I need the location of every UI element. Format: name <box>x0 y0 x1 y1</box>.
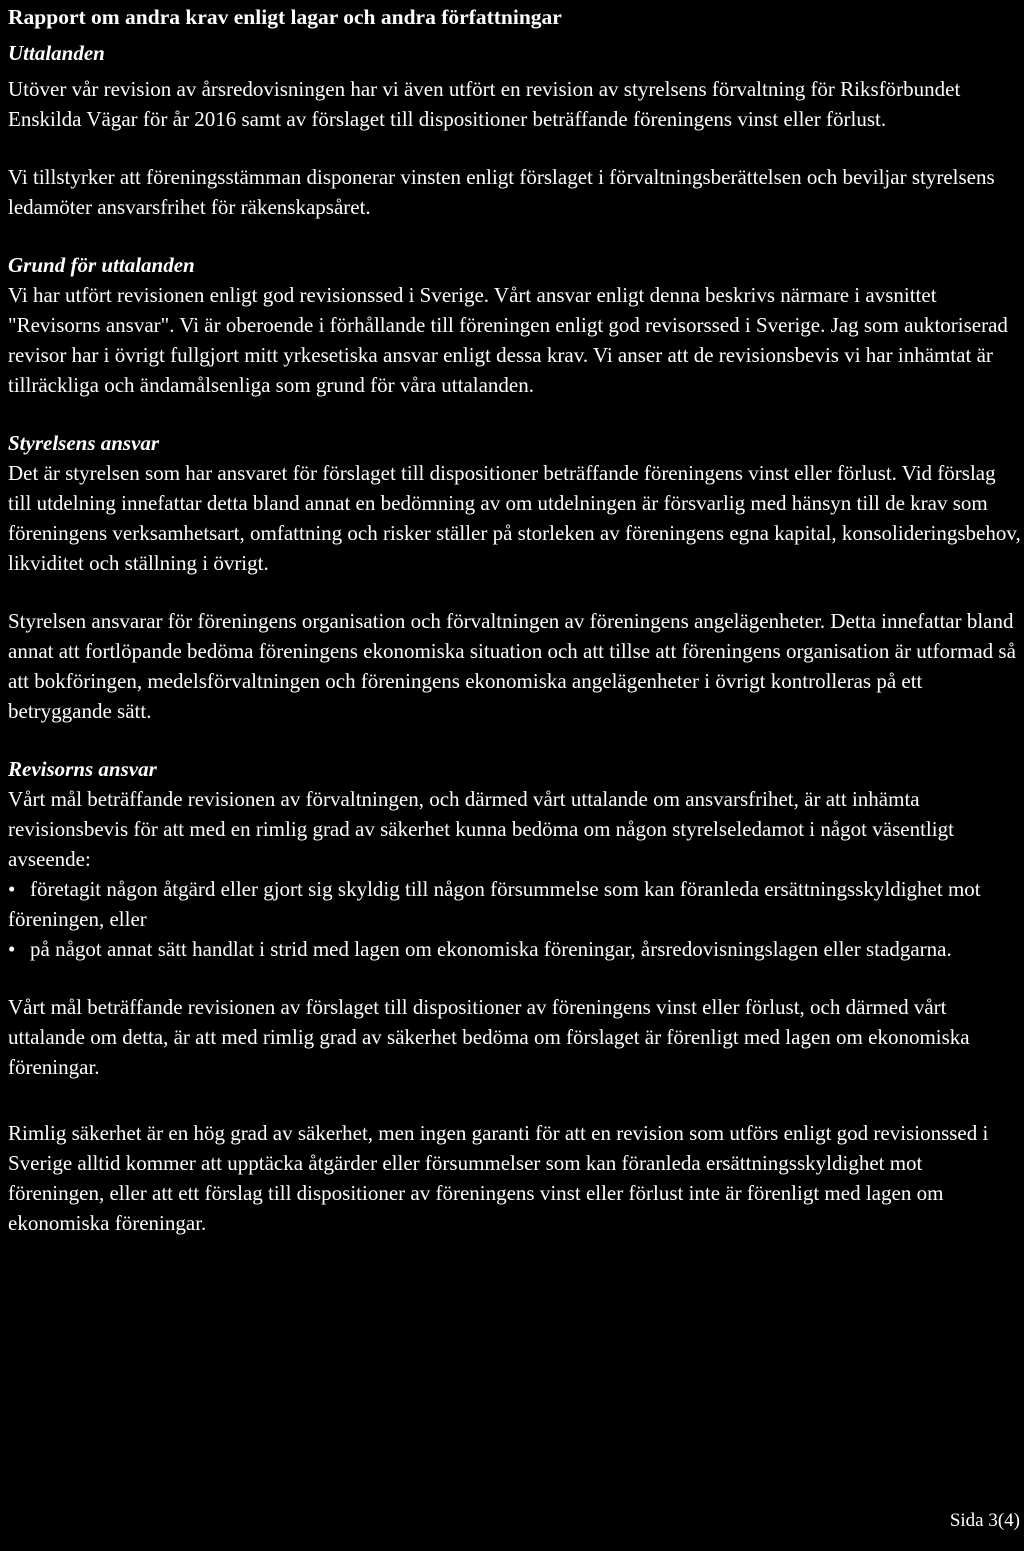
bullet-item <box>8 934 1022 964</box>
document-page <box>8 2 1022 1238</box>
bullet-item <box>8 874 1022 934</box>
paragraph: Vårt mål beträffande revisionen av förslaget till dispositioner av föreningens vinst eller förlust, och därmed vårt uttalande om detta, är att med rimlig grad av säkerhet bedöma om förslaget är förenligt med lagen om ekonomiska föreningar. <box>8 995 970 1079</box>
paragraph: Vårt mål beträffande revisionen av förvaltningen, och därmed vårt uttalande om ansvarsfrihet, är att inhämta revisionsbevis för att med en rimlig grad av säkerhet kunna bedöma om någon styrelseledamot i något väsentligt avseende: <box>8 787 954 871</box>
section-heading-uttalanden: Uttalanden <box>8 41 105 65</box>
paragraph: Det är styrelsen som har ansvaret för förslaget till dispositioner beträffande föreningens vinst eller förlust. Vid förslag till utdelning innefattar detta bland annat en bedömning av om utdelningen är försvarlig med hänsyn till de krav som föreningens verksamhetsart, omfattning och risker ställer på storleken av föreningens egna kapital, konsolideringsbehov, likviditet och ställning i övrigt. <box>8 461 1021 575</box>
paragraph: Vi tillstyrker att föreningsstämman disponerar vinsten enligt förslaget i förvaltningsberättelsen och beviljar styrelsens ledamöter ansvarsfrihet för räkenskapsåret. <box>8 165 995 219</box>
bullet-text: på något annat sätt handlat i strid med lagen om ekonomiska föreningar, årsredovisningslagen eller stadgarna. <box>30 937 952 961</box>
bullet-icon: • <box>8 877 16 901</box>
paragraph: Utöver vår revision av årsredovisningen har vi även utfört en revision av styrelsens förvaltning för Riksförbundet Enskilda Vägar för år 2016 samt av förslaget till dispositioner beträffande föreningens vinst eller förlust. <box>8 77 961 131</box>
page-number: Sida 3(4) <box>949 1510 1020 1531</box>
paragraph: Vi har utfört revisionen enligt god revisionssed i Sverige. Vårt ansvar enligt denna beskrivs närmare i avsnittet "Revisorns ansvar". Vi är oberoende i förhållande till föreningen enligt god revisorssed i Sverige. Jag som auktoriserad revisor har i övrigt fullgjort mitt yrkesetiska ansvar enligt dessa krav. Vi anser att de revisionsbevis vi har inhämtat är tillräckliga och ändamålsenliga som grund för våra uttalanden. <box>8 283 1008 397</box>
bullet-text: företagit någon åtgärd eller gjort sig skyldig till någon försummelse som kan föranleda ersättningsskyldighet mot föreningen, eller <box>8 877 981 931</box>
section-heading-revisorns-ansvar: Revisorns ansvar <box>8 757 157 781</box>
section-heading-styrelsens-ansvar: Styrelsens ansvar <box>8 431 160 455</box>
bullet-icon: • <box>8 937 16 961</box>
paragraph: Styrelsen ansvarar för föreningens organisation och förvaltningen av föreningens angelägenheter. Detta innefattar bland annat att fortlöpande bedöma föreningens ekonomiska situation och att tillse att föreningens organisation är utformad så att bokföringen, medelsförvaltningen och föreningens ekonomiska angelägenheter i övrigt kontrolleras på ett betryggande sätt. <box>8 609 1016 723</box>
section-heading-grund: Grund för uttalanden <box>8 253 195 277</box>
paragraph: Rimlig säkerhet är en hög grad av säkerhet, men ingen garanti för att en revision som utförs enligt god revisionssed i Sverige alltid kommer att upptäcka åtgärder eller försummelser som kan föranleda ersättningsskyldighet mot föreningen, eller att ett förslag till dispositioner av föreningens vinst eller förlust inte är förenligt med lagen om ekonomiska föreningar. <box>8 1121 989 1235</box>
document-title: Rapport om andra krav enligt lagar och andra författningar <box>8 5 562 29</box>
